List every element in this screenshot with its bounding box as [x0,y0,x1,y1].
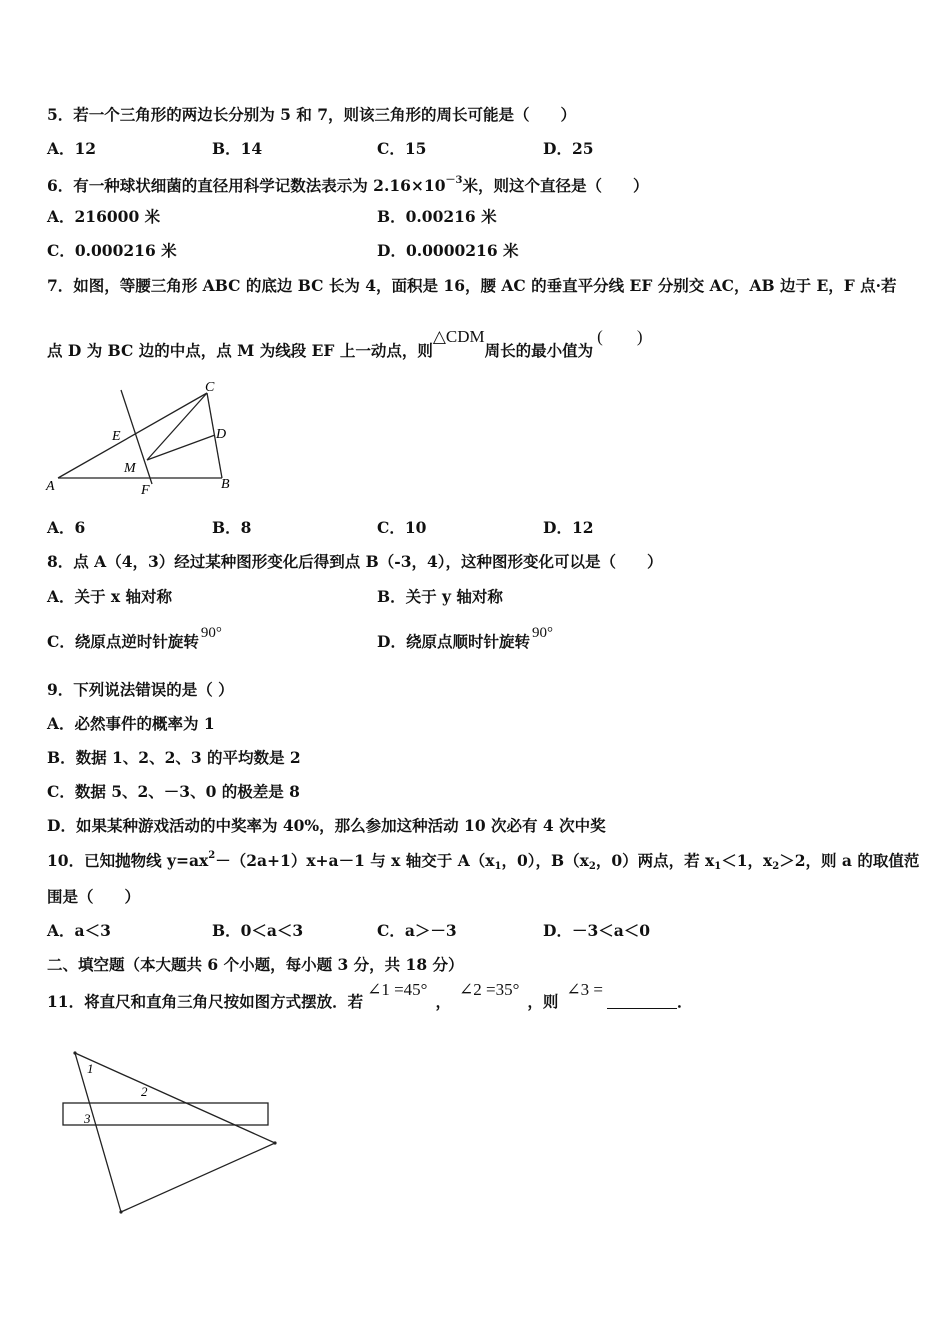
q11-end: ． [676,992,693,1011]
q11-sep1: ， [435,992,451,1011]
q7-triangle-cdm: △CDM [432,327,485,346]
q11-pre: 11．将直尺和直角三角尺按如图方式摆放．若 [47,992,364,1011]
segment-cm [147,393,207,460]
q9-option-d: D．如果某种游戏活动的中奖率为 40%，那么参加这种活动 10 次必有 4 次中奖 [47,816,606,835]
q8-angle-c: 90° [200,625,222,641]
q10-line2: 围是（ ） [47,887,141,906]
q7-figure [40,380,240,500]
q10-sub4: 2 [772,861,780,872]
q11-angle2: ∠2 =35° [458,980,520,999]
section-2-title: 二、填空题（本大题共 6 个小题，每小题 3 分，共 18 分） [47,955,464,974]
q5-option-a: A．12 [47,139,97,158]
q8-option-d [377,620,553,651]
q7-line2 [47,324,643,360]
q7-option-c: C．10 [377,518,427,537]
label-a: A [46,479,55,494]
q8-angle-d: 90° [531,625,553,641]
label-b: B [221,477,230,492]
q5-option-d: D．25 [543,139,594,158]
angle-label-2: 2 [141,1084,148,1099]
q5-option-b: B．14 [212,139,263,158]
q10-sup: 2 [208,850,216,861]
q6-option-c: C．0.000216 米 [47,241,177,260]
label-d: D [216,427,227,442]
q7-answer-paren: ( ) [597,327,643,346]
q9-option-a: A．必然事件的概率为 1 [47,714,215,733]
q10-option-d: D．－3＜a＜0 [543,921,651,940]
triangle [75,1053,275,1212]
q7-option-d: D．12 [543,518,594,537]
label-m: M [124,461,136,476]
q7-option-b: B．8 [212,518,252,537]
q10-part-f: ＞2，则 a 的取值范 [779,851,920,870]
q6-exponent: －3 [445,175,463,186]
q7-line2-pre: 点 D 为 BC 边的中点，点 M 为线段 EF 上一动点，则 [47,341,433,360]
label-e: E [112,429,121,444]
q9-stem: 9．下列说法错误的是（ ） [47,680,234,699]
label-c: C [205,380,215,395]
q10-part-c: ，0），B（x [501,851,589,870]
q10-option-c: C．a＞－3 [377,921,457,940]
q10-option-a: A．a＜3 [47,921,111,940]
q10-part-e: ＜1，x [721,851,773,870]
q8-option-d-text: D．绕原点顺时针旋转 [377,632,530,651]
q7-line1: 7．如图，等腰三角形 ABC 的底边 BC 长为 4，面积是 16，腰 AC 的垂直平分线 EF 分别交 AC，AB 边于 E，F 点·若 [47,276,897,295]
label-f: F [141,483,150,498]
q11-sep2: ，则 [527,992,559,1011]
q5-option-c: C．15 [377,139,427,158]
angle-label-1: 1 [87,1061,94,1076]
q8-stem: 8．点 A（4，3）经过某种图形变化后得到点 B（-3，4），这种图形变化可以是（ ） [47,552,663,571]
q10-sub2: 2 [588,861,596,872]
q7-option-a: A．6 [47,518,86,537]
q11-angle3: ∠3 = [566,980,603,999]
q11-answer-blank [607,994,677,1009]
segment-dm [147,435,215,460]
q10-part-d: ，0）两点，若 x [595,851,715,870]
q8-option-b: B．关于 y 轴对称 [377,587,503,606]
q5-stem: 5．若一个三角形的两边长分别为 5 和 7，则该三角形的周长可能是（ ） [47,105,577,124]
q6-option-b: B．0.00216 米 [377,207,497,226]
q9-option-b: B．数据 1、2、2、3 的平均数是 2 [47,748,301,767]
q10-sub3: 1 [714,861,722,872]
angle-label-3: 3 [84,1111,91,1126]
ruler [63,1103,268,1125]
q8-option-c-text: C．绕原点逆时针旋转 [47,632,199,651]
q6-stem-post: 米，则这个直径是（ ） [462,176,649,195]
q11-stem [47,978,693,1011]
q9-option-c: C．数据 5、2、－3、0 的极差是 8 [47,782,300,801]
q8-option-c [47,620,222,651]
q10-option-b: B．0＜a＜3 [212,921,304,940]
q10-line1 [47,849,919,872]
q6-option-a: A．216000 米 [47,207,161,226]
q10-sub1: 1 [494,861,502,872]
q10-part-a: 10．已知抛物线 y=ax [47,851,209,870]
q10-part-b: －（2a+1）x+a－1 与 x 轴交于 A（x [215,851,495,870]
q7-line2-post: 周长的最小值为 [484,341,594,360]
q8-option-a: A．关于 x 轴对称 [47,587,173,606]
q11-figure [55,1045,285,1220]
q11-angle1: ∠1 =45° [367,980,428,999]
q6-stem-pre: 6．有一种球状细菌的直径用科学记数法表示为 2.16×10 [47,176,446,195]
q6-option-d: D．0.0000216 米 [377,241,519,260]
q6-stem [47,171,648,196]
